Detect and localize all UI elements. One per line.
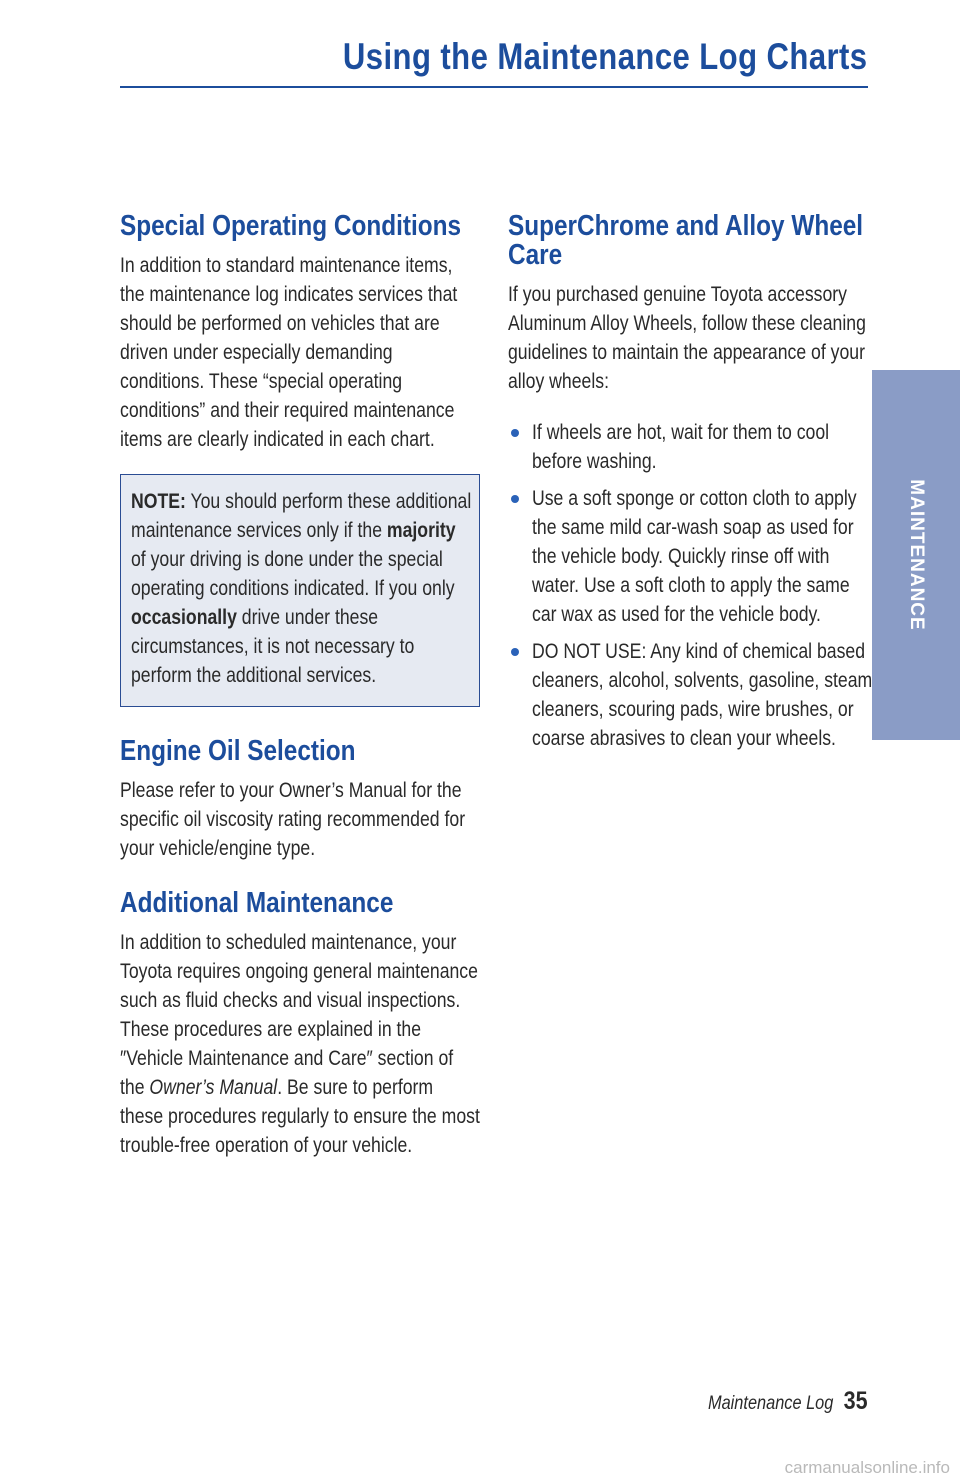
maintenance-side-tab <box>872 370 960 740</box>
side-tab-label: MAINTENANCE <box>906 479 927 631</box>
list-item-text: If wheels are hot, wait for them to cool before washing. <box>532 421 830 473</box>
left-column <box>120 212 480 1160</box>
bullet-icon <box>511 429 519 437</box>
note-text-part-1: You should perform these additional maintenance services only if the <box>131 490 472 542</box>
wheel-care-list <box>508 418 873 753</box>
page-title: Using the Maintenance Log Charts <box>343 36 868 77</box>
footer-label: Maintenance Log <box>708 1393 834 1414</box>
owners-manual-title: Owner’s Manual <box>149 1076 278 1099</box>
page-number: 35 <box>844 1387 868 1415</box>
bullet-icon <box>511 648 519 656</box>
list-item <box>508 418 870 476</box>
additional-text-part-1: In addition to scheduled maintenance, your Toyota requires ongoing general maintenance such as fluid checks and visual inspections. These procedures are explained in the ″Vehicle Maintenance and Care″ section of the <box>120 931 478 1099</box>
watermark: carmanualsonline.info <box>784 1458 950 1477</box>
engine-oil-body: Please refer to your Owner’s Manual for the specific oil viscosity rating recommended for your vehicle/engine type. <box>120 779 466 860</box>
note-label: NOTE: <box>131 490 186 513</box>
special-conditions-section <box>120 212 480 454</box>
note-box <box>120 474 480 707</box>
wheel-care-heading: SuperChrome and Alloy Wheel Care <box>508 210 864 271</box>
engine-oil-heading: Engine Oil Selection <box>120 735 356 767</box>
note-emphasis-majority: majority <box>386 519 456 542</box>
additional-maintenance-section <box>120 889 480 1160</box>
note-text-part-2: of your driving is done under the special operating conditions indicated. If you only <box>131 548 455 600</box>
special-conditions-heading: Special Operating Conditions <box>120 210 462 242</box>
title-rule <box>120 86 868 88</box>
bullet-icon <box>511 495 519 503</box>
wheel-care-intro: If you purchased genuine Toyota accessory Aluminum Alloy Wheels, follow these cleaning guidelines to maintain the appearance of your alloy wheels: <box>508 283 866 393</box>
special-conditions-body: In addition to standard maintenance items, the maintenance log indicates services that should be performed on vehicles that are driven under especially demanding conditions. These “special operating conditions” and their required maintenance items are clearly indicated in each chart. <box>120 254 458 451</box>
list-item-text: Use a soft sponge or cotton cloth to apply the same mild car-wash soap as used for the vehicle body. Quickly rinse off with water. Use a soft cloth to apply the same car wax as used for the vehicle body. <box>532 487 857 626</box>
page-footer <box>708 1387 868 1416</box>
list-item-text: DO NOT USE: Any kind of chemical based cleaners, alcohol, solvents, gasoline, steam cleaners, scouring pads, wire brushes, or coarse abrasives to clean your wheels. <box>532 640 873 750</box>
wheel-care-section <box>508 210 873 753</box>
note-text <box>131 487 475 690</box>
note-emphasis-occasionally: occasionally <box>131 606 237 629</box>
additional-text-part-2: . Be sure to perform these procedures regularly to ensure the most trouble-free operation of your vehicle. <box>120 1076 480 1157</box>
note-text-part-3: drive under these circumstances, it is not necessary to perform the additional services. <box>131 606 415 687</box>
right-column <box>508 210 873 761</box>
additional-maintenance-body <box>120 928 480 1160</box>
additional-maintenance-heading: Additional Maintenance <box>120 887 394 919</box>
list-item <box>508 637 873 753</box>
engine-oil-section <box>120 737 480 863</box>
list-item <box>508 484 870 629</box>
section-spacer <box>120 863 480 889</box>
